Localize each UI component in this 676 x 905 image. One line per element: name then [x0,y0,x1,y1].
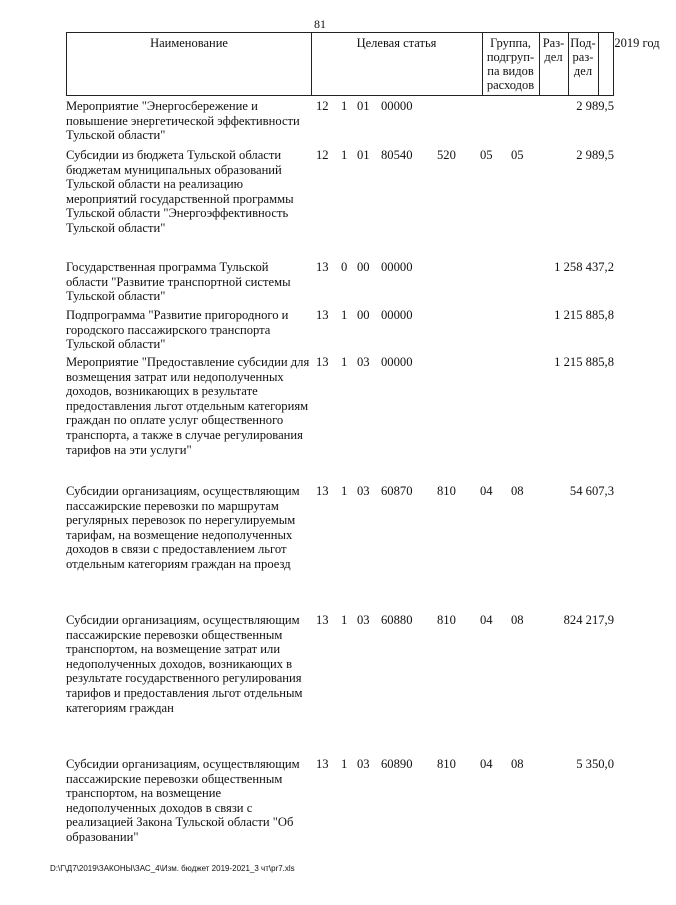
row-name: Субсидии организациям, осуществляющим пассажирские перевозки общественным транспортом, на возмещение затрат или недополученных доходов, возникающих в результате государственного регулирования тарифов и предоставления льгот отдельным категориям граждан [66,613,303,715]
table-header [66,32,660,96]
header-section-line: Раз- [542,36,565,50]
row-section: 04 [480,757,493,771]
row-amount: 824 217,9 [563,613,614,627]
code-program: 13 [316,355,329,369]
row-amount: 1 215 885,8 [554,355,614,369]
header-group-line: подгруп- [486,50,535,64]
row-name: Субсидии из бюджета Тульской области бюджетам муниципальных образований Тульской области на реализацию мероприятий государственной программы Тульской области "Энергоэффективность Тульской области" [66,148,294,235]
code-subprogram: 0 [341,260,348,274]
header-year: 2019 год [614,36,660,50]
row-section: 05 [480,148,493,162]
row-name: Субсидии организациям, осуществляющим пассажирские перевозки по маршрутам регулярных перевозок по нерегулируемым тарифам, на возмещение недополученных доходов в связи с предоставлением льгот отдельным категориям граждан на проезд [66,484,300,571]
row-subsection: 08 [511,484,524,498]
code-subprogram: 1 [341,613,348,627]
row-name: Субсидии организациям, осуществляющим пассажирские перевозки общественным транспортом, на возмещение недополученных доходов в связи с реализацией Закона Тульской области "Об образовании" [66,757,300,844]
row-section: 04 [480,613,493,627]
row-amount: 2 989,5 [576,99,614,113]
code-program: 13 [316,260,329,274]
code-direction: 80540 [381,148,413,162]
row-group: 810 [437,484,456,498]
code-program: 12 [316,148,329,162]
code-event: 03 [357,613,370,627]
file-path-footer: D:\Г\Д7\2019\ЗАКОНЫ\ЗАС_4\Изм. бюджет 2019-2021_3 чт\pr7.xls [50,864,295,873]
code-event: 01 [357,99,370,113]
header-subsection-line: дел [573,64,593,78]
header-section-line: дел [544,50,563,64]
code-direction: 60880 [381,613,413,627]
code-event: 03 [357,484,370,498]
code-program: 13 [316,757,329,771]
code-event: 01 [357,148,370,162]
row-amount: 2 989,5 [576,148,614,162]
header-group-line: па видов [487,64,534,78]
row-section: 04 [480,484,493,498]
row-name: Подпрограмма "Развитие пригородного и городского пассажирского транспорта Тульской области" [66,308,289,352]
code-program: 13 [316,613,329,627]
row-group: 810 [437,757,456,771]
header-section [539,33,568,95]
code-subprogram: 1 [341,355,348,369]
code-direction: 00000 [381,260,413,274]
row-subsection: 08 [511,757,524,771]
header-subsection [568,33,598,95]
code-direction: 60890 [381,757,413,771]
code-subprogram: 1 [341,757,348,771]
row-amount: 5 350,0 [576,757,614,771]
header-group-line: расходов [486,78,535,92]
header-group-line: Группа, [490,36,531,50]
row-name: Мероприятие "Энергосбережение и повышение энергетической эффективности Тульской области" [66,99,300,143]
header-subsection-line: Под- [570,36,596,50]
header-target: Целевая статья [356,36,437,50]
code-subprogram: 1 [341,308,348,322]
row-subsection: 05 [511,148,524,162]
code-subprogram: 1 [341,484,348,498]
row-group: 520 [437,148,456,162]
code-event: 00 [357,308,370,322]
header-subsection-line: раз- [572,50,594,64]
code-program: 13 [316,308,329,322]
code-event: 00 [357,260,370,274]
row-amount: 1 258 437,2 [554,260,614,274]
code-program: 13 [316,484,329,498]
code-direction: 00000 [381,355,413,369]
page-number: 81 [314,17,326,31]
row-subsection: 08 [511,613,524,627]
row-name: Мероприятие "Предоставление субсидии для возмещения затрат или недополученных доходов, возникающих в результате предоставления льгот отдельным категориям граждан по оплате услуг общественного транспорта, а также в случае регулирования тарифов на эти услуги" [66,355,310,457]
row-group: 810 [437,613,456,627]
header-group [482,33,539,95]
code-subprogram: 1 [341,99,348,113]
row-name: Государственная программа Тульской области "Развитие транспортной системы Тульской области" [66,260,291,304]
code-direction: 00000 [381,308,413,322]
code-direction: 60870 [381,484,413,498]
code-subprogram: 1 [341,148,348,162]
row-amount: 54 607,3 [569,484,614,498]
header-name: Наименование [150,36,228,50]
code-program: 12 [316,99,329,113]
code-direction: 00000 [381,99,413,113]
row-amount: 1 215 885,8 [554,308,614,322]
code-event: 03 [357,757,370,771]
code-event: 03 [357,355,370,369]
